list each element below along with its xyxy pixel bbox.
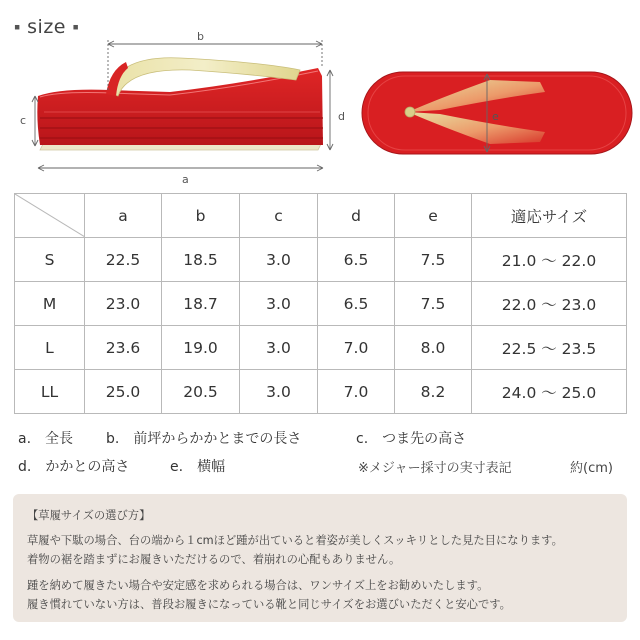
table-cell: 23.6 — [85, 326, 162, 370]
table-cell: 3.0 — [240, 238, 318, 282]
table-cell: 20.5 — [162, 370, 240, 414]
table-cell: 22.0 ～ 23.0 — [472, 282, 627, 326]
table-cell: 19.0 — [162, 326, 240, 370]
corner-cell — [15, 194, 85, 238]
column-header: e — [395, 194, 472, 238]
square-bullet-icon: ▪ — [72, 22, 80, 33]
diagonal-divider — [15, 194, 85, 237]
table-cell: 3.0 — [240, 282, 318, 326]
table-row — [15, 326, 627, 370]
table-cell: 7.0 — [318, 370, 395, 414]
table-cell: 3.0 — [240, 326, 318, 370]
label-c: c — [20, 114, 27, 127]
label-a: a — [182, 173, 189, 186]
size-label: L — [15, 326, 85, 370]
table-cell: 22.5 — [85, 238, 162, 282]
table-row — [15, 370, 627, 414]
table-header-row — [15, 194, 627, 238]
label-b: b — [197, 30, 204, 43]
size-guide-box — [13, 494, 627, 622]
legend-a: a. 全長 — [18, 431, 74, 447]
column-header: c — [240, 194, 318, 238]
table-cell: 6.5 — [318, 238, 395, 282]
table-cell: 24.0 ～ 25.0 — [472, 370, 627, 414]
guide-title: 【草履サイズの選び方】 — [27, 509, 151, 522]
square-bullet-icon: ▪ — [14, 22, 21, 33]
table-cell: 7.5 — [395, 282, 472, 326]
column-header: 適応サイズ — [472, 194, 627, 238]
guide-line: 着物の裾を踏まずにお履きいただけるので、着崩れの心配もありません。 — [27, 553, 401, 566]
legend-d: d. かかとの高さ — [18, 459, 130, 475]
size-label: S — [15, 238, 85, 282]
table-cell: 7.0 — [318, 326, 395, 370]
legend-b: b. 前坪からかかとまでの長さ — [106, 431, 302, 447]
table-cell: 22.5 ～ 23.5 — [472, 326, 627, 370]
column-header: d — [318, 194, 395, 238]
unit-note: 約(cm) — [570, 461, 613, 476]
size-heading: size — [27, 16, 66, 38]
table-cell: 3.0 — [240, 370, 318, 414]
size-label: M — [15, 282, 85, 326]
guide-line: 草履や下駄の場合、台の端から１cmほど踵が出ていると着姿が美しくスッキリとした見た目になります。 — [27, 534, 563, 547]
table-cell: 8.0 — [395, 326, 472, 370]
label-e: e — [492, 110, 499, 123]
table-row — [15, 282, 627, 326]
legend-e: e. 横幅 — [170, 459, 226, 475]
side-view-sandal — [37, 58, 323, 150]
table-cell: 7.5 — [395, 238, 472, 282]
measurement-note: ※メジャー採寸の実寸表記 — [358, 461, 512, 476]
table-cell: 18.5 — [162, 238, 240, 282]
guide-line: 踵を納めて履きたい場合や安定感を求められる場合は、ワンサイズ上をお勧めいたします。 — [27, 579, 489, 592]
table-cell: 25.0 — [85, 370, 162, 414]
legend-c: c. つま先の高さ — [356, 431, 467, 447]
table-cell: 23.0 — [85, 282, 162, 326]
sandal-dimension-illustration — [0, 30, 640, 190]
table-cell: 6.5 — [318, 282, 395, 326]
size-table — [14, 193, 627, 414]
column-header: b — [162, 194, 240, 238]
table-row — [15, 238, 627, 282]
size-label: LL — [15, 370, 85, 414]
table-cell: 21.0 ～ 22.0 — [472, 238, 627, 282]
table-cell: 18.7 — [162, 282, 240, 326]
guide-line: 履き慣れていない方は、普段お履きになっている靴と同じサイズをお選びいただくと安心です。 — [27, 598, 511, 611]
table-cell: 8.2 — [395, 370, 472, 414]
label-d: d — [338, 110, 345, 123]
column-header: a — [85, 194, 162, 238]
